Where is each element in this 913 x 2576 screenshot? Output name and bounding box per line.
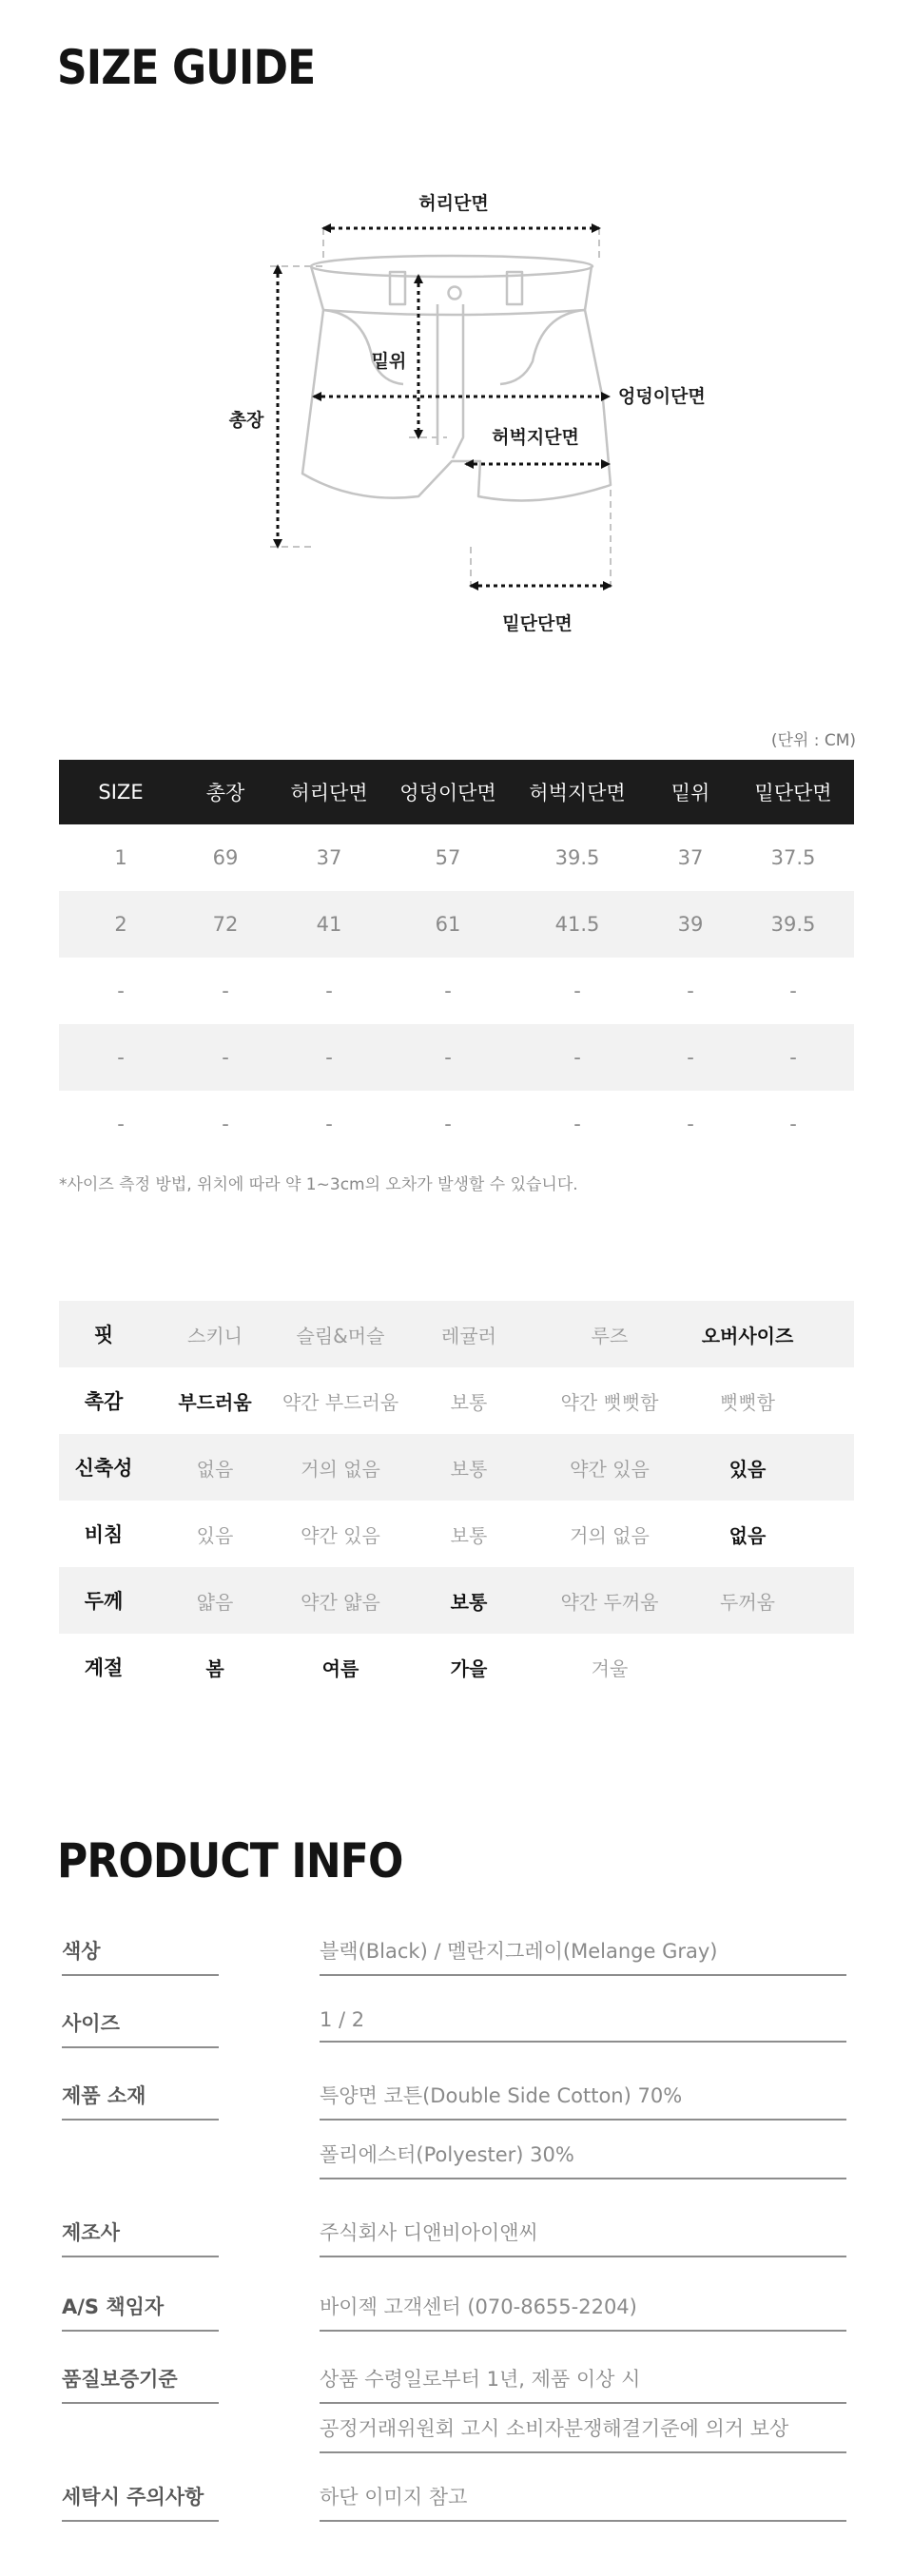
table-cell: - bbox=[573, 979, 581, 1002]
table-cell: - bbox=[222, 1113, 229, 1135]
warranty-value-2: 공정거래위원회 고시 소비자분쟁해결기준에 의거 보상 bbox=[320, 2413, 846, 2453]
table-cell: - bbox=[687, 979, 694, 1002]
table-cell: 61 bbox=[390, 891, 506, 958]
table-cell: 37 bbox=[677, 846, 704, 869]
fit-row bbox=[59, 1301, 854, 1367]
fit-spacer bbox=[814, 1634, 854, 1700]
warranty-value-1: 상품 수령일로부터 1년, 제품 이상 시 bbox=[320, 2364, 846, 2404]
fit-row-label: 두께 bbox=[59, 1567, 148, 1634]
table-cell: - bbox=[444, 1113, 452, 1135]
size-guide-title: SIZE GUIDE bbox=[57, 40, 316, 95]
product-info-title: PRODUCT INFO bbox=[57, 1833, 403, 1888]
maker-value: 주식회사 디앤비아이앤씨 bbox=[320, 2218, 846, 2257]
fit-option bbox=[681, 1634, 814, 1700]
care-value: 하단 이미지 참고 bbox=[320, 2482, 846, 2522]
table-cell: 72 bbox=[183, 891, 268, 958]
color-value: 블랙(Black) / 멜란지그레이(Melange Gray) bbox=[320, 1936, 846, 1976]
fit-option: 오버사이즈 bbox=[681, 1301, 814, 1367]
table-row bbox=[59, 1024, 854, 1091]
header-waist: 허리단면 bbox=[268, 760, 390, 824]
fit-option: 가을 bbox=[450, 1656, 488, 1680]
maker-label: 제조사 bbox=[62, 2218, 219, 2257]
fit-spacer bbox=[814, 1301, 854, 1367]
fit-option: 슬림&머슬 bbox=[282, 1301, 399, 1367]
size-table-header-row bbox=[59, 760, 854, 824]
table-cell: - bbox=[117, 979, 125, 1002]
fit-row-label: 계절 bbox=[84, 1656, 124, 1679]
table-cell: - bbox=[117, 1113, 125, 1135]
table-cell: - bbox=[506, 1024, 649, 1091]
warranty-label: 품질보증기준 bbox=[62, 2364, 219, 2404]
header-thigh: 허벅지단면 bbox=[506, 760, 649, 824]
fit-option: 보통 bbox=[450, 1390, 488, 1414]
total-length-label: 총장 bbox=[228, 410, 264, 431]
table-row bbox=[59, 958, 854, 1024]
header-total-length: 총장 bbox=[183, 760, 268, 824]
table-cell: 1 bbox=[114, 846, 127, 869]
table-cell: - bbox=[649, 1024, 732, 1091]
table-cell: 41.5 bbox=[506, 891, 649, 958]
size-value: 1 / 2 bbox=[320, 2008, 846, 2043]
fit-option: 없음 bbox=[728, 1523, 767, 1547]
fit-option: 약간 있음 bbox=[538, 1434, 681, 1501]
table-cell: - bbox=[789, 979, 797, 1002]
table-cell: - bbox=[183, 1024, 268, 1091]
table-cell: 37.5 bbox=[770, 846, 816, 869]
table-cell: 57 bbox=[435, 846, 461, 869]
table-cell: 39.5 bbox=[554, 846, 600, 869]
table-cell: 39.5 bbox=[732, 891, 854, 958]
fit-row-label: 촉감 bbox=[84, 1390, 124, 1413]
measurement-arrows bbox=[278, 228, 611, 586]
texture-row bbox=[59, 1367, 854, 1434]
thickness-row bbox=[59, 1567, 854, 1634]
table-cell: - bbox=[268, 1024, 390, 1091]
shorts-outline bbox=[302, 256, 611, 500]
table-cell: - bbox=[573, 1113, 581, 1135]
fit-option: 약간 부드러움 bbox=[282, 1390, 399, 1414]
table-cell: - bbox=[325, 979, 333, 1002]
shorts-measurement-diagram bbox=[0, 171, 913, 666]
fit-row-label: 핏 bbox=[59, 1301, 148, 1367]
rise-label: 밑위 bbox=[371, 351, 407, 372]
header-size: SIZE bbox=[59, 760, 183, 824]
fit-spacer bbox=[814, 1501, 854, 1567]
material-value-1: 특양면 코튼(Double Side Cotton) 70% bbox=[320, 2081, 846, 2121]
fit-option: 레귤러 bbox=[399, 1301, 538, 1367]
fit-option: 봄 bbox=[205, 1656, 224, 1680]
size-label: 사이즈 bbox=[62, 2008, 219, 2048]
fit-option: 두꺼움 bbox=[681, 1567, 814, 1634]
fit-option: 보통 bbox=[450, 1523, 488, 1547]
fit-spacer bbox=[814, 1567, 854, 1634]
material-label: 제품 소재 bbox=[62, 2081, 219, 2121]
care-label: 세탁시 주의사항 bbox=[62, 2482, 219, 2522]
table-cell: - bbox=[325, 1113, 333, 1135]
sheerness-row bbox=[59, 1501, 854, 1567]
table-cell: 41 bbox=[268, 891, 390, 958]
table-row bbox=[59, 891, 854, 958]
hip-label: 엉덩이단면 bbox=[618, 386, 706, 407]
fit-option: 여름 bbox=[321, 1656, 359, 1680]
fit-option: 거의 없음 bbox=[570, 1523, 650, 1547]
table-cell: - bbox=[732, 1024, 854, 1091]
as-label: A/S 책임자 bbox=[62, 2292, 219, 2332]
table-cell: - bbox=[390, 1024, 506, 1091]
fit-option: 뻣뻣함 bbox=[720, 1390, 775, 1414]
fit-option: 있음 bbox=[196, 1523, 234, 1547]
fit-option: 약간 얇음 bbox=[282, 1567, 399, 1634]
fit-option: 있음 bbox=[681, 1434, 814, 1501]
material-value-2: 폴리에스터(Polyester) 30% bbox=[320, 2140, 846, 2179]
fit-option: 보통 bbox=[399, 1567, 538, 1634]
table-cell: - bbox=[222, 979, 229, 1002]
fit-table bbox=[59, 1301, 854, 1700]
color-label: 색상 bbox=[62, 1936, 219, 1976]
header-hip: 엉덩이단면 bbox=[390, 760, 506, 824]
fit-option: 얇음 bbox=[148, 1567, 282, 1634]
size-table bbox=[59, 760, 854, 1157]
table-cell: 39 bbox=[649, 891, 732, 958]
fit-option: 스키니 bbox=[148, 1301, 282, 1367]
measurement-guides bbox=[270, 228, 611, 588]
table-cell: - bbox=[687, 1113, 694, 1135]
fit-row-label: 비침 bbox=[84, 1523, 124, 1546]
fit-row-label: 신축성 bbox=[59, 1434, 148, 1501]
fit-option: 보통 bbox=[399, 1434, 538, 1501]
table-cell: 69 bbox=[212, 846, 239, 869]
thigh-label: 허벅지단면 bbox=[492, 427, 579, 448]
fit-spacer bbox=[814, 1367, 854, 1434]
fit-option: 약간 뻣뻣함 bbox=[560, 1390, 659, 1414]
table-cell: 2 bbox=[59, 891, 183, 958]
table-row bbox=[59, 1091, 854, 1157]
table-cell: 37 bbox=[316, 846, 342, 869]
as-value: 바이젝 고객센터 (070-8655-2204) bbox=[320, 2292, 846, 2332]
table-cell: - bbox=[789, 1113, 797, 1135]
waist-label: 허리단면 bbox=[418, 193, 489, 214]
header-hem: 밑단단면 bbox=[732, 760, 854, 824]
fit-option: 없음 bbox=[148, 1434, 282, 1501]
table-cell: - bbox=[444, 979, 452, 1002]
fit-option: 거의 없음 bbox=[282, 1434, 399, 1501]
fit-option: 부드러움 bbox=[178, 1390, 252, 1414]
fit-option: 겨울 bbox=[591, 1656, 629, 1680]
season-row bbox=[59, 1634, 854, 1700]
fit-spacer bbox=[814, 1434, 854, 1501]
unit-label: (단위 : CM) bbox=[770, 731, 856, 750]
fit-option: 약간 있음 bbox=[301, 1523, 380, 1547]
fit-option: 약간 두꺼움 bbox=[538, 1567, 681, 1634]
hem-label: 밑단단면 bbox=[502, 613, 573, 634]
table-row bbox=[59, 824, 854, 891]
measurement-note: *사이즈 측정 방법, 위치에 따라 약 1~3cm의 오차가 발생할 수 있습니다. bbox=[59, 1175, 578, 1194]
header-rise: 밑위 bbox=[649, 760, 732, 824]
fit-option: 루즈 bbox=[538, 1301, 681, 1367]
table-cell: - bbox=[59, 1024, 183, 1091]
stretch-row bbox=[59, 1434, 854, 1501]
